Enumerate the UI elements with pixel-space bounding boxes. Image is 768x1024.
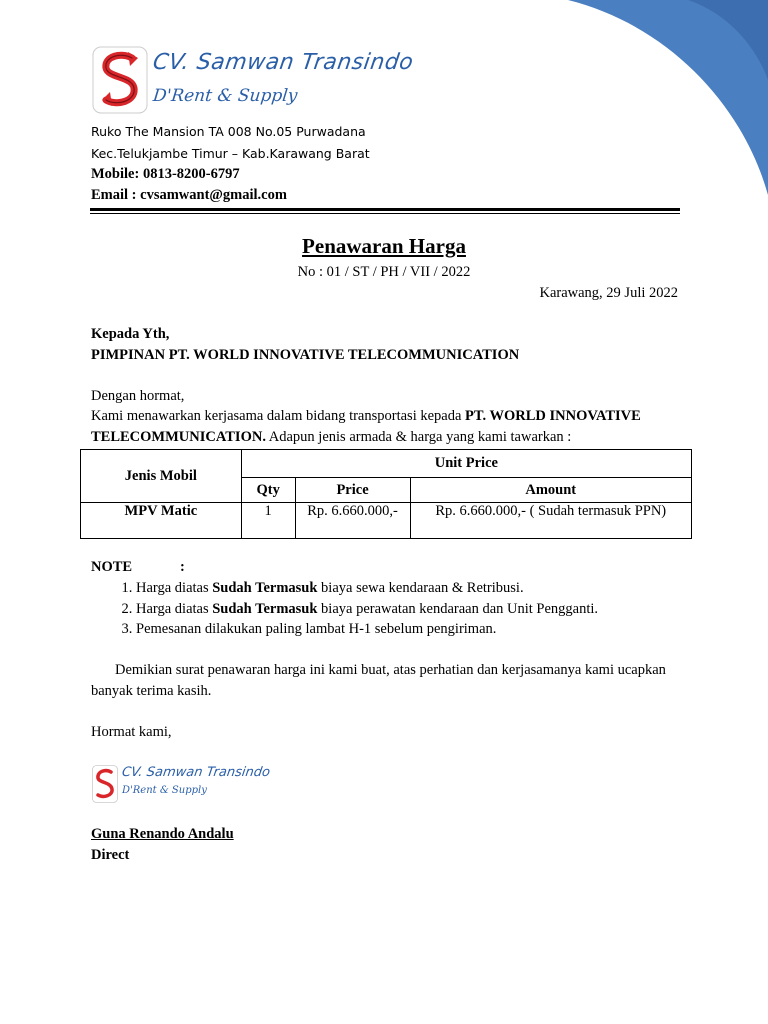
note-text: Harga diatas — [136, 580, 213, 596]
address-line-2: Kec.Telukjambe Timur – Kab.Karawang Barat — [91, 146, 370, 161]
regards: Hormat kami, — [91, 724, 172, 740]
header-vehicle-type: Jenis Mobil — [81, 450, 242, 503]
list-item — [136, 578, 736, 599]
place-date: Karawang, 29 Juli 2022 — [539, 285, 678, 301]
recipient-name: PIMPINAN PT. WORLD INNOVATIVE TELECOMMUNICATION — [91, 347, 520, 363]
signature-logo — [92, 765, 118, 803]
note-list — [91, 578, 736, 640]
signer-name: Guna Renando Andalu — [91, 826, 234, 842]
mobile-number: Mobile: 0813-8200-6797 — [91, 166, 240, 182]
closing-paragraph: Demikian surat penawaran harga ini kami buat, atas perhatian dan kerjasamanya kami ucapkan banyak terima kasih. — [91, 662, 666, 699]
address-line-1: Ruko The Mansion TA 008 No.05 Purwadana — [91, 124, 366, 139]
corner-swoosh-decoration — [538, 0, 768, 200]
cell-amount: Rp. 6.660.000,- ( Sudah termasuk PPN) — [410, 503, 692, 539]
list-item — [136, 599, 736, 620]
note-text: Harga diatas — [136, 600, 213, 617]
intro-text-2: Adapun jenis armada & harga yang kami tawarkan : — [265, 429, 572, 445]
note-text: biaya sewa kendaraan & Retribusi. — [317, 580, 524, 596]
note-label: NOTE — [91, 559, 133, 575]
letterhead-divider-thin — [90, 213, 680, 214]
note-colon: : — [180, 559, 185, 575]
signature-company-name: CV. Samwan Transindo — [120, 765, 271, 780]
cell-qty: 1 — [241, 503, 295, 539]
header-qty: Qty — [241, 478, 295, 503]
price-table — [80, 449, 692, 539]
note-emphasis: Sudah Termasuk — [212, 580, 318, 596]
header-unit-price: Unit Price — [241, 450, 691, 478]
intro-company-1: PT. WORLD INNOVATIVE — [465, 408, 641, 424]
company-logo — [92, 46, 148, 114]
intro-company-2: TELECOMMUNICATION. — [91, 429, 266, 445]
intro-text-1: Kami menawarkan kerjasama dalam bidang transportasi kepada — [91, 408, 466, 424]
header-amount: Amount — [410, 478, 692, 503]
list-item — [136, 619, 736, 640]
note-text: biaya perawatan kendaraan dan Unit Pengganti. — [317, 600, 599, 617]
salutation: Dengan hormat, — [91, 388, 185, 404]
letterhead-divider-thick — [90, 208, 680, 211]
table-row — [81, 503, 692, 539]
document-number: No : 01 / ST / PH / VII / 2022 — [297, 264, 471, 280]
email-address: Email : cvsamwant@gmail.com — [91, 187, 287, 203]
company-name: CV. Samwan Transindo — [151, 50, 416, 75]
recipient-greeting: Kepada Yth, — [91, 326, 170, 342]
signature-company-tagline: D'Rent & Supply — [122, 785, 207, 796]
note-emphasis: Sudah Termasuk — [212, 600, 318, 617]
signer-title: Direct — [91, 847, 130, 863]
document-title: Penawaran Harga — [302, 234, 466, 258]
company-tagline: D'Rent & Supply — [151, 86, 299, 106]
cell-price: Rp. 6.660.000,- — [295, 503, 410, 539]
intro-paragraph — [91, 406, 691, 448]
header-price: Price — [295, 478, 410, 503]
cell-vehicle: MPV Matic — [81, 503, 242, 539]
note-text: Pemesanan dilakukan paling lambat H-1 sebelum pengiriman. — [136, 621, 497, 637]
